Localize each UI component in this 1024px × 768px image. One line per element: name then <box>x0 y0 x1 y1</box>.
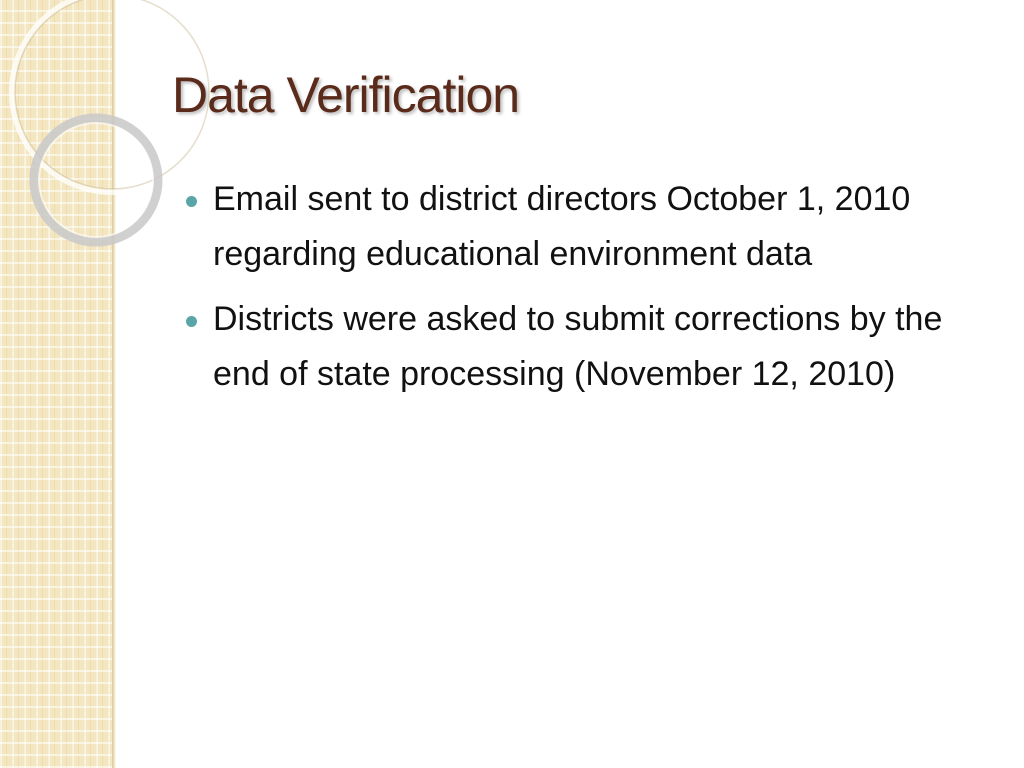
bullet-text: Email sent to district directors October 1, 2010 regarding educational environment data <box>213 180 911 273</box>
bullet-item <box>186 292 1006 402</box>
bullet-dot-icon <box>186 316 197 327</box>
decorative-rings <box>0 0 140 260</box>
small-ring-highlight <box>39 123 153 237</box>
bullet-dot-icon <box>186 196 197 207</box>
small-ring <box>34 118 158 242</box>
bullet-item <box>186 172 1006 282</box>
slide-title: Data Verification <box>172 67 520 123</box>
bullet-text: Districts were asked to submit corrections by the end of state processing (November 12, 2010) <box>213 300 943 393</box>
bullet-list <box>186 172 1006 412</box>
